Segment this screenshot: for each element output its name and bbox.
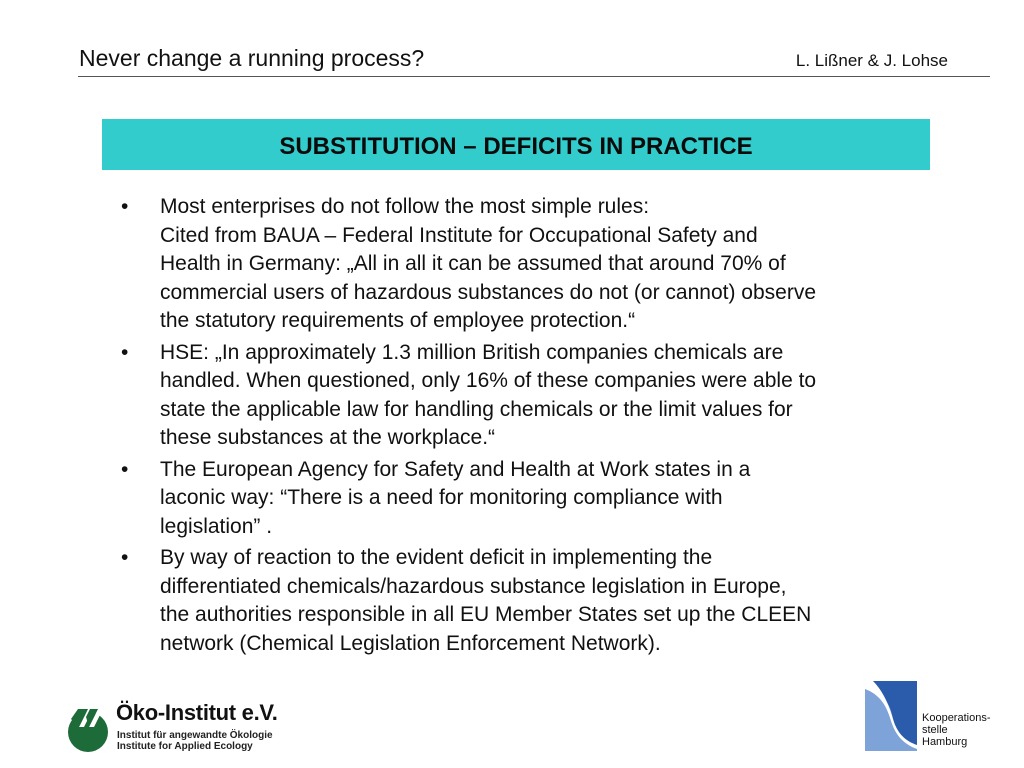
bullet-line: network (Chemical Legislation Enforcement Network). (160, 631, 661, 655)
bullet-line: handled. When questioned, only 16% of these companies were able to (160, 369, 817, 392)
bullet-item (117, 339, 967, 453)
kooperationsstelle-logo-line: Kooperations- (922, 712, 991, 724)
header-divider (78, 76, 990, 77)
oeko-leaf-icon (66, 705, 112, 753)
bullet-line: Cited from BAUA – Federal Institute for Occupational Safety and (160, 223, 758, 247)
kooperationsstelle-logo-line: stelle (922, 724, 948, 736)
kooperationsstelle-logo-text (922, 712, 991, 748)
bullet-line: these substances at the workplace.“ (160, 426, 496, 449)
kooperationsstelle-wave-icon (865, 681, 917, 751)
bullet-line: differentiated chemicals/hazardous substance legislation in Europe, (160, 574, 787, 598)
bullet-marker: • (121, 195, 129, 218)
bullet-marker: • (121, 546, 129, 569)
oeko-institut-logo (66, 700, 296, 759)
bullet-item (117, 456, 967, 542)
bullet-line: HSE: „In approximately 1.3 million British companies chemicals are (160, 340, 784, 364)
bullet-marker: • (121, 340, 129, 364)
title-banner (102, 119, 930, 170)
bullet-line: The European Agency for Safety and Health at Work states in a (160, 457, 751, 481)
bullet-line: Most enterprises do not follow the most simple rules: (160, 195, 650, 218)
bullet-marker: • (121, 457, 129, 481)
bullet-line: laconic way: “There is a need for monitoring compliance with (160, 486, 723, 509)
bullet-line: the authorities responsible in all EU Member States set up the CLEEN (160, 603, 812, 626)
bullet-line: state the applicable law for handling chemicals or the limit values for (160, 397, 793, 421)
bullet-item (117, 193, 967, 336)
bullet-line: By way of reaction to the evident deficit in implementing the (160, 546, 713, 569)
oeko-logo-subtitle-de: Institut für angewandte Ökologie (117, 730, 273, 741)
oeko-logo-subtitle-en: Institute for Applied Ecology (117, 741, 253, 752)
bullet-item (117, 544, 967, 658)
kooperationsstelle-logo-line: Hamburg (922, 736, 968, 748)
oeko-logo-name: Öko-Institut e.V. (116, 700, 278, 725)
bullet-line: the statutory requirements of employee protection.“ (160, 309, 636, 332)
bullet-list (117, 193, 967, 661)
slide-title: SUBSTITUTION – DEFICITS IN PRACTICE (279, 132, 753, 160)
bullet-line: commercial users of hazardous substances do not (or cannot) observe (160, 280, 816, 304)
kooperationsstelle-hamburg-logo (865, 681, 1015, 753)
slide-header-authors: L. Lißner & J. Lohse (795, 51, 948, 70)
bullet-line: Health in Germany: „All in all it can be assumed that around 70% of (160, 252, 786, 275)
slide-header-title: Never change a running process? (79, 45, 425, 71)
bullet-line: legislation” . (160, 514, 273, 538)
